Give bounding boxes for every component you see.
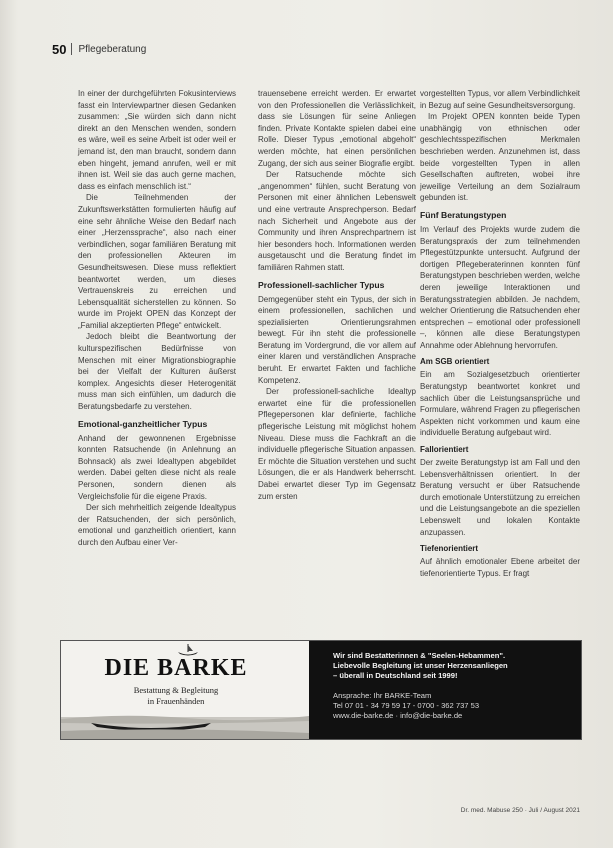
subheading: Tiefenorientiert — [420, 544, 479, 554]
paragraph: Der Ratsuchende möchte sich „angenommen“ fühlen, sucht Beratung von Personen mit einer ähnlichen Lebenswelt und eine vertraute Ansprechperson. Bedarf nach Sicherheit und Angebote aus der Community und ihren Ansprechpartnern ist hier besonders hoch. Informationen werden ausgetauscht und die Beratung findet im familiären Rahmen statt. — [258, 170, 416, 272]
boat-on-water-image — [61, 707, 309, 739]
text-column-1 — [78, 88, 236, 549]
ad-headline: Wir sind Bestatterinnen & "Seelen-Hebammen". — [333, 651, 506, 660]
ad-contact-heading: Ansprache: Ihr BARKE-Team — [333, 690, 432, 700]
text-column-3 — [420, 88, 580, 579]
ad-tagline: in Frauenhänden — [147, 696, 205, 706]
paragraph: Der professionell-sachliche Idealtyp erwartet eine für die professionellen Pflegepersonen klar definierte, fachliche pflegerische Leistung mit möglichst hohem Niveau. Diese muss die Fachkraft an die individuelle pflegerische Situation anpassen. Er möchte die Situation verstehen und sucht Lösungen, die er als Handwerk beherrscht. Dabei erwartet dieser Typ im Gegensatz zum ersten — [258, 387, 416, 501]
subheading: Fünf Beratungstypen — [420, 209, 507, 220]
subheading: Emotional-ganzheitlicher Typus — [78, 418, 208, 429]
subheading: Fallorientiert — [420, 445, 469, 455]
text-column-2 — [258, 88, 416, 502]
paragraph: Jedoch bleibt die Beantwortung der kulturspezifischen Bedürfnisse von Menschen mit einer Migrationsbiographie bei der Vielfalt der Kulturen äußerst komplex. Angesichts dieser Heterogenität muss man sich einfühlen, um dadurch die Beratungsbedarfe zu verstehen. — [78, 332, 236, 412]
ad-text-panel — [309, 641, 581, 739]
paragraph: Demgegenüber steht ein Typus, der sich in einem professionellen, sachlichen und spezialisierten Orientierungsrahmen bewegt. Für ihn steht die professionelle Beratung im Vordergrund, die vor allem auf einer klaren und verständlichen Ansprache beruht. Er erwartet Fakten und fachliche Kompetenz. — [258, 294, 416, 385]
paragraph: Der sich mehrheitlich zeigende Idealtypus der Ratsuchenden, der sich persönlich, emotional und ganzheitlich orientiert, kann durch den Aufbau einer Ver- — [78, 503, 236, 547]
paragraph: Anhand der gewonnenen Ergebnisse konnten Ratsuchende (in Anlehnung an Bohnsack) als zwei Idealtypen abgebildet werden. Dabei gelten diese nicht als reale Personen, sondern dienen als Vergleichsfolie für die eigene Praxis. — [78, 433, 236, 501]
paragraph: Die Teilnehmenden der Zukunftswerkstätten formulierten häufig auf eine sehr ähnliche Weise den Bedarf nach einer „Herzenssprache“, also nach einer verbindlichen, sogar familiären Beratung mit den professionellen Akteuren im Gesundheitswesen. Diese muss reflektiert beantwortet werden, um dieses Vertrauenskreis zu erreichen und Lebensqualität sicherstellen zu können. So wurde im Projekt OPEN das Konzept der „Familial akzeptierten Pflege“ entwickelt. — [78, 193, 236, 330]
ad-web-link[interactable]: www.die-barke.de · info@die-barke.de — [333, 711, 463, 721]
paragraph: Der zweite Beratungstyp ist am Fall und den Lebensverhältnissen orientiert. In der Beratung versucht er über Ratsuchende durch emotionale Unterstützung zu erreichen und die Leistungsangebote an die speziellen Lebenswelt und lokalen Kontakte anzupassen. — [420, 458, 580, 537]
ad-headline: – überall in Deutschland seit 1999! — [333, 671, 458, 681]
paragraph: trauensebene erreicht werden. Er erwartet von den Professionellen die Verlässlichkeit, dass sie Lösungen für seine Anliegen finden. Private Kontakte spielen dabei eine Rolle. Dieser Typus „emotional abgeholt“ werden möchte, hat einen persönlichen Zugang, der sich aus seiner Biografie ergibt. — [258, 89, 416, 168]
paragraph: Auf ähnlich emotionaler Ebene arbeitet der tiefenorientierte Typus. Er fragt — [420, 557, 580, 578]
ad-contact — [333, 691, 563, 722]
paragraph: Im Verlauf des Projekts wurde zudem die Beratungspraxis der zum teilnehmenden Pflegestützpunkte untersucht. Aufgrund der dortigen Pflegeberaterinnen konnten fünf Beratungstypen beschrieben werden, welche deren jeweilige Interaktionen und Beratungsstrategien abbilden. Je nachdem, welcher Orientierung die Ratsuchenden eher entsprechen – emotional oder professionell –, können alle diese Beratungstypen Annahme oder Ablehnung hervorrufen. — [420, 224, 580, 350]
paragraph: Ein am Sozialgesetzbuch orientierter Beratungstyp beantwortet konkret und sachlich über die Leistungsansprüche und Formulare, während Fragen zu pflegerischen Aspekten nicht vorkommen und kaum eine individuelle Beratung aufgebaut wird. — [420, 370, 580, 438]
ad-brand-name: DIE BARKE — [104, 655, 248, 681]
paragraph: vorgestellten Typus, vor allem Verbindlichkeit in Bezug auf seine Gesundheitsversorgung. — [420, 89, 580, 110]
advertisement-banner — [60, 640, 582, 740]
section-title: Pflegeberatung — [78, 43, 147, 55]
subheading: Am SGB orientiert — [420, 357, 490, 367]
page-footer: Dr. med. Mabuse 250 · Juli / August 2021 — [460, 807, 580, 814]
subheading: Professionell-sachlicher Typus — [258, 279, 385, 290]
ad-phone: Tel 07 01 - 34 79 59 17 - 0700 - 362 737 53 — [333, 700, 480, 710]
header-divider — [71, 43, 72, 55]
ad-tagline: Bestattung & Begleitung — [133, 685, 219, 695]
ad-brand-panel — [61, 641, 309, 739]
page-number: 50 — [52, 41, 67, 57]
ad-headline: Liebevolle Begleitung ist unser Herzensanliegen — [333, 661, 508, 671]
paragraph: In einer der durchgeführten Fokusinterviews fasst ein Interviewpartner diesen Gedanken zusammen: „Sie würden sich dann nicht direkt an den Menschen wenden, sondern es wäre, weil es seine Arbeit ist oder weil er jemand ist, den man braucht, sondern dann eben hingeht, jemand anrufen, weil er mit ihnen ist. Weil sie das auch gerne machen, dass es einfach menschlich ist.“ — [78, 89, 236, 191]
paragraph: Im Projekt OPEN konnten beide Typen unabhängig von ethnischen oder geschlechtsspezifischen Merkmalen beschrieben werden. Anzunehmen ist, dass beide vorgestellten Typen in allen Gesellschaften auftreten, wobei ihre jeweilige Verteilung an dem Sozialraum gebunden ist. — [420, 112, 580, 203]
page-header — [52, 41, 572, 57]
